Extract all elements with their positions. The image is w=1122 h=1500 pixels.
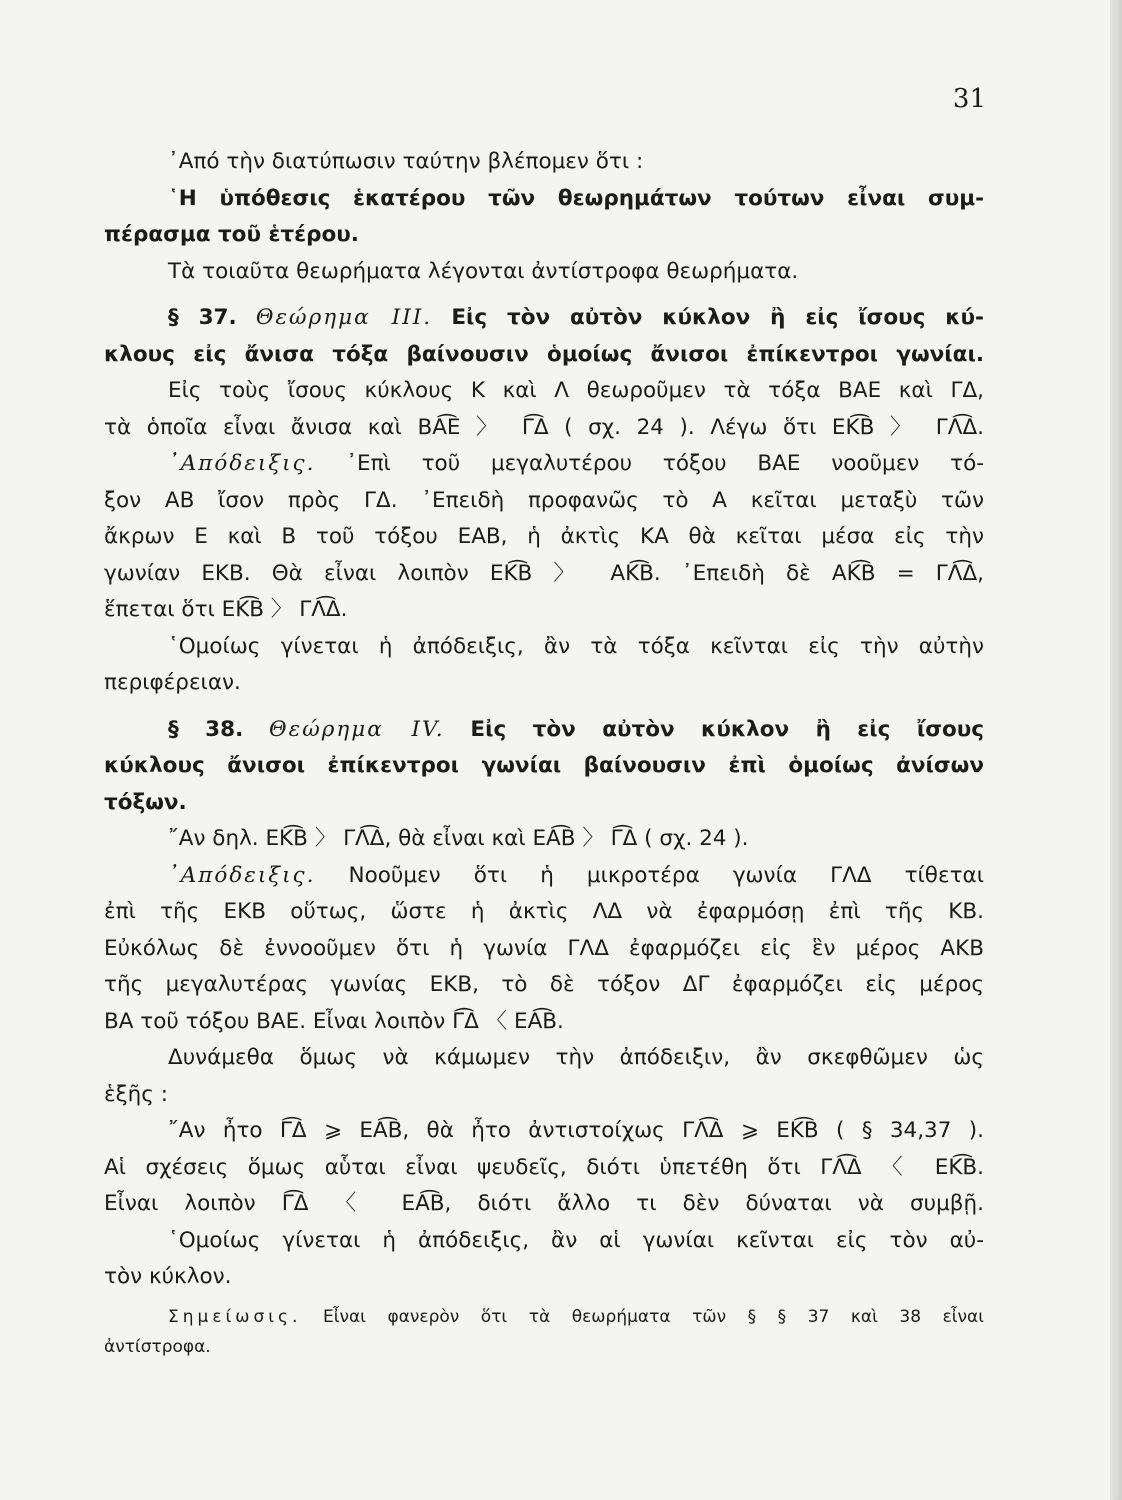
text-line: Εἰς τοὺς ἴσους κύκλους Κ καὶ Λ θεωροῦμεν τὰ τόξα ΒΑΕ καὶ ΓΔ, bbox=[168, 378, 984, 403]
theorem-statement-end: τόξων. bbox=[104, 789, 187, 815]
conclusion-statement-end: πέρασμα τοῦ ἑτέρου. bbox=[104, 222, 359, 247]
text-line: ἄκρων Ε καὶ Β τοῦ τόξου ΕΑΒ, ἡ ἀκτὶς ΚΑ θὰ κεῖται μέσα εἰς τὴν bbox=[104, 524, 984, 549]
section-number: § 38. bbox=[168, 716, 244, 742]
text-line: γωνίαν ΕΚΒ. Θὰ εἶναι λοιπὸν ΕΚ͡Β 〉 ΑΚ͡Β. ᾿Επειδὴ δὲ ΑΚ͡Β = ΓΛ͡Δ, bbox=[104, 560, 984, 586]
proof-label: ᾿Απόδειξις. bbox=[168, 451, 316, 476]
theorem-statement-cont: κλους εἰς ἄνισα τόξα βαίνουσιν ὁμοίως ἄνισοι ἐπίκεντροι γωνίαι. bbox=[104, 341, 984, 367]
proof-line bbox=[104, 858, 984, 895]
text-span: ᾿Επὶ τοῦ μεγαλυτέρου τόξου ΒΑΕ νοοῦμεν τό- bbox=[346, 451, 984, 476]
theorem-38-heading bbox=[104, 712, 984, 749]
text-line: ἑξῆς : bbox=[104, 1081, 168, 1107]
text-line: ᾿Από τὴν διατύπωσιν ταύτην βλέπομεν ὅτι : bbox=[168, 149, 644, 174]
text-line: ῎Αν ἦτο Γ͡Δ ⩾ ΕΑ͡Β, θὰ ἦτο ἀντιστοίχως ΓΛ͡Δ ⩾ ΕΚ͡Β ( § 34,37 ). bbox=[168, 1118, 984, 1143]
page-number: 31 bbox=[952, 84, 986, 114]
text-line: ξον ΑΒ ἴσον πρὸς ΓΔ. ᾿Επειδὴ προφανῶς τὸ Α κεῖται μεταξὺ τῶν bbox=[104, 487, 984, 513]
page-edge-shadow bbox=[1110, 0, 1122, 1500]
text-line: ῾Ομοίως γίνεται ἡ ἀπόδειξις, ἂν αἱ γωνίαι κεῖνται εἰς τὸν αὐ- bbox=[168, 1227, 984, 1253]
footnote-text: Εἶναι φανερὸν ὅτι τὰ θεωρήματα τῶν § § 37 καὶ 38 εἶναι bbox=[322, 1306, 984, 1327]
text-line: ῾Ομοίως γίνεται ἡ ἀπόδειξις, ἂν τὰ τόξα κεῖνται εἰς τὴν αὐτὴν bbox=[168, 633, 984, 659]
text-span: Νοοῦμεν ὅτι ἡ μικροτέρα γωνία ΓΛΔ τίθεται bbox=[348, 862, 984, 888]
text-line: Δυνάμεθα ὅμως νὰ κάμωμεν τὴν ἀπόδειξιν, ἂν σκεφθῶμεν ὡς bbox=[168, 1045, 984, 1070]
theorem-label: Θεώρημα IV. bbox=[269, 716, 445, 742]
section-number: § 37. bbox=[168, 305, 237, 330]
text-span: Τὰ τοιαῦτα θεωρήματα λέγονται ἀντίστροφα θεωρήματα. bbox=[168, 258, 799, 284]
theorem-statement-cont: κύκλους ἄνισοι ἐπίκεντροι γωνίαι βαίνουσιν ἐπὶ ὁμοίως ἀνίσων bbox=[104, 753, 984, 778]
proof-line bbox=[104, 446, 984, 483]
text-line: Εὐκόλως δὲ ἐννοοῦμεν ὅτι ἡ γωνία ΓΛΔ ἐφαρμόζει εἰς ἓν μέρος ΑΚΒ bbox=[104, 935, 984, 961]
proof-label: ᾿Απόδειξις. bbox=[168, 862, 316, 888]
page-body bbox=[104, 144, 984, 1362]
footnote bbox=[104, 1302, 984, 1332]
text-line: ἕπεται ὅτι ΕΚ͡Β 〉 ΓΛ͡Δ. bbox=[104, 597, 348, 622]
text-line: τὸν κύκλον. bbox=[104, 1264, 232, 1289]
text-line: περιφέρειαν. bbox=[104, 670, 241, 695]
text-line: ῎Αν δηλ. ΕΚ͡Β 〉 ΓΛ͡Δ, θὰ εἶναι καὶ ΕΑ͡Β 〉 Γ͡Δ ( σχ. 24 ). bbox=[168, 826, 749, 851]
text-line: Αἱ σχέσεις ὅμως αὗται εἶναι ψευδεῖς, διότι ὑπετέθη ὅτι ΓΛ͡Δ 〈 ΕΚ͡Β. bbox=[104, 1154, 984, 1180]
text-line: τῆς μεγαλυτέρας γωνίας ΕΚΒ, τὸ δὲ τόξον ΔΓ ἐφαρμόζει εἰς μέρος bbox=[104, 972, 984, 997]
conclusion-statement: ῾Η ὑπόθεσις ἑκατέρου τῶν θεωρημάτων τούτων εἶναι συμ- bbox=[168, 185, 984, 211]
theorem-statement: Εἰς τὸν αὐτὸν κύκλον ἢ εἰς ἴσους bbox=[470, 716, 984, 742]
theorem-label: Θεώρημα III. bbox=[255, 305, 433, 330]
text-line: τὰ ὁποῖα εἶναι ἄνισα καὶ ΒΑ͡Ε 〉 Γ͡Δ ( σχ. 24 ). Λέγω ὅτι ΕΚ͡Β 〉 ΓΛ͡Δ. bbox=[104, 414, 984, 440]
footnote-end: ἀντίστροφα. bbox=[104, 1336, 211, 1357]
footnote-label: Σημείωσις. bbox=[168, 1306, 302, 1327]
converse-definition bbox=[104, 254, 984, 291]
theorem-37-heading bbox=[104, 300, 984, 337]
theorem-statement: Εἰς τὸν αὐτὸν κύκλον ἢ εἰς ἴσους κύ- bbox=[451, 305, 984, 330]
text-line: ΒΑ τοῦ τόξου ΒΑΕ. Εἶναι λοιπὸν Γ͡Δ 〈 ΕΑ͡Β. bbox=[104, 1008, 564, 1034]
text-line: Εἶναι λοιπὸν Γ͡Δ 〈 ΕΑ͡Β, διότι ἄλλο τι δὲν δύναται νὰ συμβῇ. bbox=[104, 1191, 984, 1216]
text-line: ἐπὶ τῆς ΕΚΒ οὕτως, ὥστε ἡ ἀκτὶς ΛΔ νὰ ἐφαρμόσῃ ἐπὶ τῆς ΚΒ. bbox=[104, 899, 984, 924]
